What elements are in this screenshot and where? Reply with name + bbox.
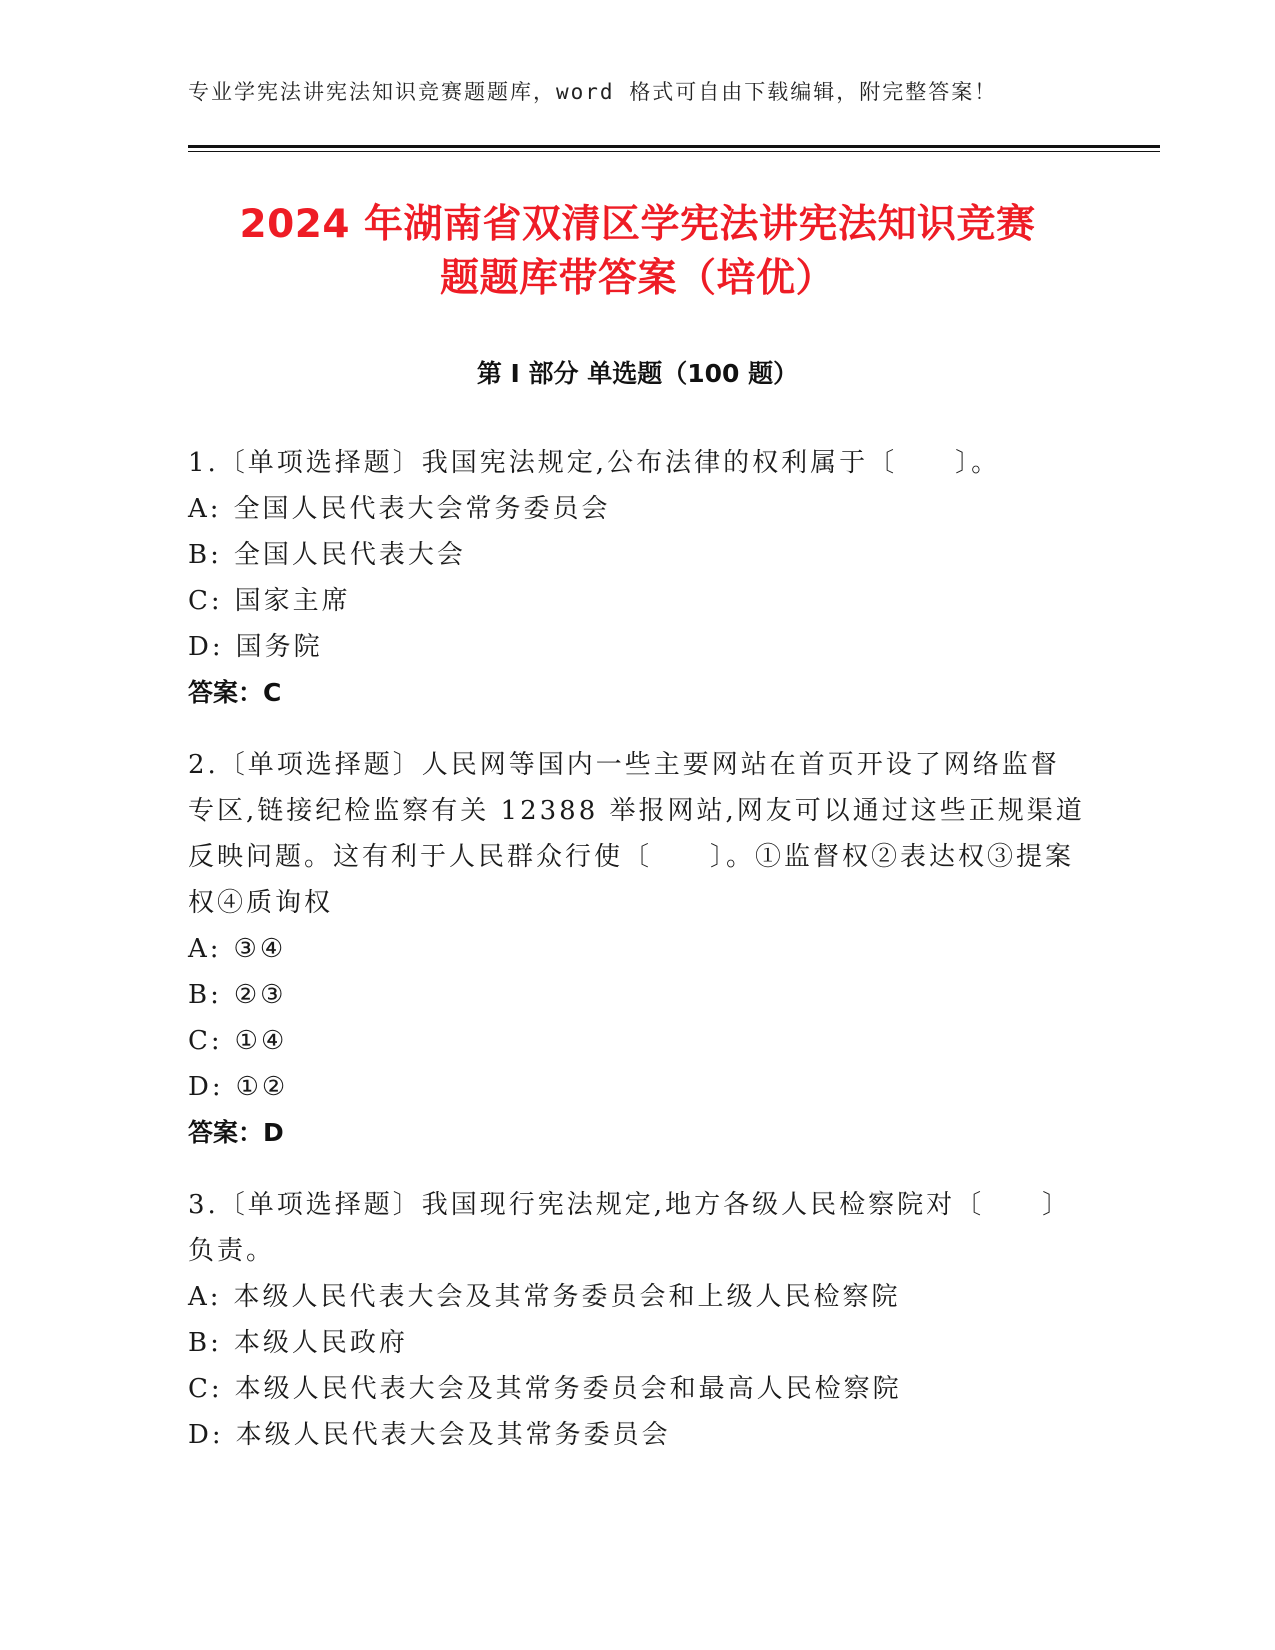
option-key: A: xyxy=(188,934,222,964)
question-3 xyxy=(188,1182,1088,1458)
answer-label: 答案：C xyxy=(188,678,282,707)
option-b xyxy=(188,972,1088,1018)
option-a xyxy=(188,926,1088,972)
question-2 xyxy=(188,742,1088,1156)
option-c xyxy=(188,1366,1088,1412)
document-title-line-1: 2024 年湖南省双清区学宪法讲宪法知识竞赛 xyxy=(239,202,1036,247)
option-text: 全国人民代表大会常务委员会 xyxy=(233,494,611,524)
option-key: B: xyxy=(188,1328,222,1358)
option-text: 全国人民代表大会 xyxy=(233,540,466,570)
option-text: 本级人民政府 xyxy=(233,1328,408,1358)
option-c xyxy=(188,1018,1088,1064)
option-b xyxy=(188,532,1088,578)
option-text: 国务院 xyxy=(235,632,323,662)
question-list xyxy=(188,440,1088,1484)
question-stem: 3.〔单项选择题〕我国现行宪法规定,地方各级人民检察院对〔 〕负责。 xyxy=(188,1190,1072,1266)
header-note: 专业学宪法讲宪法知识竞赛题题库，word 格式可自由下载编辑，附完整答案！ xyxy=(188,80,998,104)
option-d xyxy=(188,1412,1088,1458)
option-text: 本级人民代表大会及其常务委员会 xyxy=(235,1420,671,1450)
option-key: B: xyxy=(188,980,222,1010)
document-title xyxy=(0,198,1275,306)
question-stem: 1.〔单项选择题〕我国宪法规定,公布法律的权利属于〔 〕。 xyxy=(188,448,1001,478)
option-a xyxy=(188,486,1088,532)
option-text: 国家主席 xyxy=(234,586,351,616)
option-d xyxy=(188,1064,1088,1110)
option-text: ①④ xyxy=(234,1026,288,1056)
option-key: D: xyxy=(188,1420,224,1450)
option-key: C: xyxy=(188,586,223,616)
option-c xyxy=(188,578,1088,624)
document-title-line-2: 题题库带答案（培优） xyxy=(439,256,835,301)
question-1 xyxy=(188,440,1088,716)
option-text: 本级人民代表大会及其常务委员会和最高人民检察院 xyxy=(234,1374,902,1404)
option-key: A: xyxy=(188,494,222,524)
option-a xyxy=(188,1274,1088,1320)
option-key: D: xyxy=(188,1072,224,1102)
header-rule-thick xyxy=(188,145,1160,148)
section-heading: 第 I 部分 单选题（100 题） xyxy=(476,359,799,388)
answer-label: 答案：D xyxy=(188,1118,284,1147)
option-text: ②③ xyxy=(233,980,287,1010)
question-stem: 2.〔单项选择题〕人民网等国内一些主要网站在首页开设了网络监督专区,链接纪检监察有关 12388 举报网站,网友可以通过这些正规渠道反映问题。这有利于人民群众行使〔 〕。①监督权②表达权③提案权④质询权 xyxy=(188,750,1085,918)
option-key: A: xyxy=(188,1282,222,1312)
option-key: B: xyxy=(188,540,222,570)
option-key: D: xyxy=(188,632,224,662)
option-text: 本级人民代表大会及其常务委员会和上级人民检察院 xyxy=(233,1282,901,1312)
header-rule-thin xyxy=(188,151,1160,152)
option-text: ①② xyxy=(235,1072,289,1102)
option-key: C: xyxy=(188,1026,223,1056)
option-key: C: xyxy=(188,1374,223,1404)
option-d xyxy=(188,624,1088,670)
option-b xyxy=(188,1320,1088,1366)
option-text: ③④ xyxy=(233,934,287,964)
